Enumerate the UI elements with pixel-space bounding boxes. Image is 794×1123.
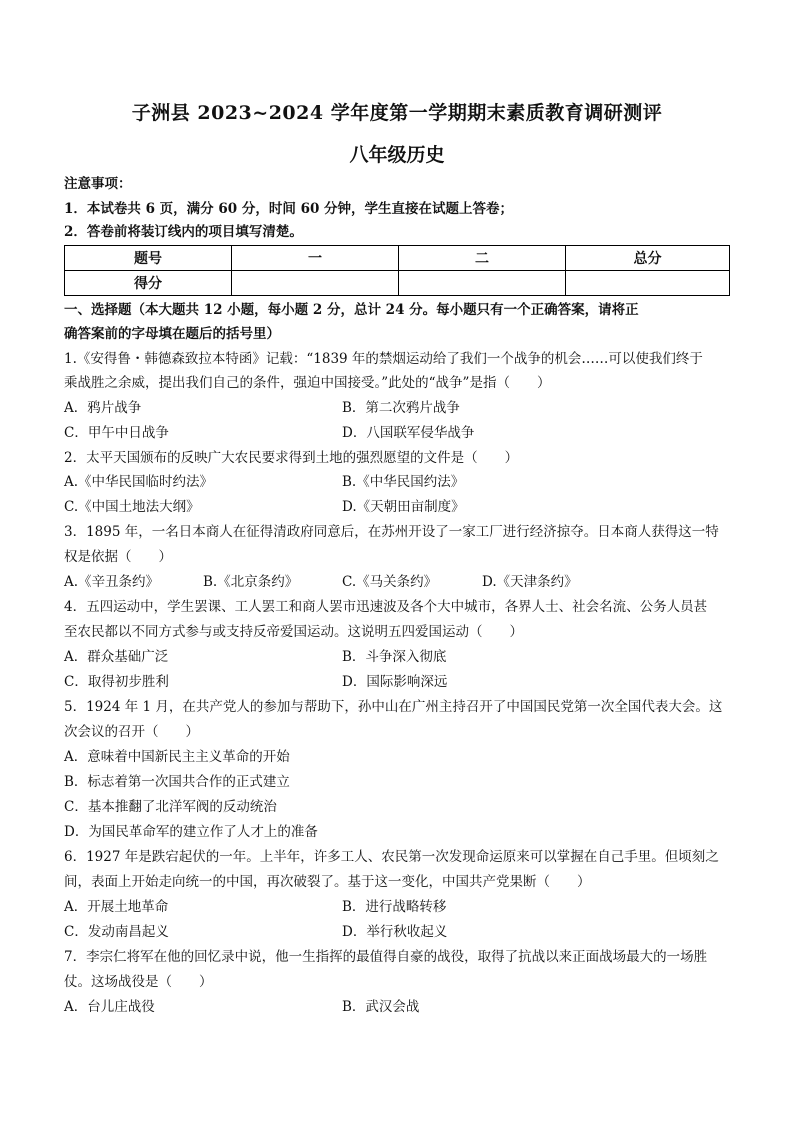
q4-option-c: C．取得初步胜利: [64, 674, 169, 690]
q3-stem-line2: 权是依据（ ）: [64, 549, 172, 565]
notice-item-2: 2．答卷前将装订线内的项目填写清楚。: [64, 224, 303, 240]
q5-option-b: B．标志着第一次国共合作的正式建立: [64, 774, 290, 790]
score-cell-part2[interactable]: [399, 271, 566, 296]
notice-item-1: 1．本试卷共 6 页，满分 60 分，时间 60 分钟，学生直接在试题上答卷；: [64, 201, 514, 217]
q7-stem-line2: 仗。这场战役是（ ）: [64, 974, 213, 990]
q1-option-d: D．八国联军侵华战争: [342, 425, 475, 441]
exam-subtitle: 八年级历史: [349, 144, 445, 166]
score-table-score-row: [65, 271, 730, 296]
q1-stem-line1: 1.《安得鲁・韩德森致拉本特函》记载：“1839 年的禁烟运动给了我们一个战争的机会……可以使我们终于: [64, 351, 703, 367]
q2-stem-line1: 2．太平天国颁布的反映广大农民要求得到土地的强烈愿望的文件是（ ）: [64, 450, 519, 466]
score-table: [64, 245, 730, 296]
q3-option-b: B.《北京条约》: [203, 574, 299, 590]
q2-option-a: A.《中华民国临时约法》: [64, 474, 214, 490]
q5-option-d: D．为国民革命军的建立作了人才上的准备: [64, 824, 318, 840]
q5-option-c: C．基本推翻了北洋军阀的反动统治: [64, 799, 277, 815]
q1-option-a: A．鸦片战争: [64, 400, 142, 416]
q6-stem-line2: 间，表面上开始走向统一的中国，再次破裂了。基于这一变化，中国共产党果断（ ）: [64, 874, 591, 890]
score-row-label: 得分: [65, 271, 232, 296]
score-table-header-row: [65, 246, 730, 271]
q7-option-a: A．台儿庄战役: [64, 999, 155, 1015]
q1-stem-line2: 乘战胜之余威，提出我们自己的条件，强迫中国接受。”此处的“战争”是指（ ）: [64, 375, 551, 391]
q3-option-a: A.《辛丑条约》: [64, 574, 160, 590]
score-cell-total[interactable]: [566, 271, 730, 296]
q1-option-b: B．第二次鸦片战争: [342, 400, 460, 416]
q7-option-b: B．武汉会战: [342, 999, 420, 1015]
q6-stem-line1: 6．1927 年是跌宕起伏的一年。上半年，许多工人、农民第一次发现命运原来可以掌握在自己手里。但顷刻之: [64, 849, 719, 865]
q3-stem-line1: 3．1895 年，一名日本商人在征得清政府同意后，在苏州开设了一家工厂进行经济掠夺。日本商人获得这一特: [64, 524, 719, 540]
score-header-total: 总分: [566, 246, 730, 271]
q6-option-c: C．发动南昌起义: [64, 924, 169, 940]
q1-option-c: C．甲午中日战争: [64, 425, 169, 441]
q4-option-d: D．国际影响深远: [342, 674, 448, 690]
q2-option-c: C.《中国土地法大纲》: [64, 499, 200, 515]
q5-stem-line1: 5．1924 年 1 月，在共产党人的参加与帮助下，孙中山在广州主持召开了中国国民党第一次全国代表大会。这: [64, 699, 723, 715]
q2-option-b: B.《中华民国约法》: [342, 474, 465, 490]
q3-option-c: C.《马关条约》: [342, 574, 438, 590]
notice-heading: 注意事项：: [64, 176, 132, 192]
q5-stem-line2: 次会议的召开（ ）: [64, 724, 199, 740]
score-header-number: 题号: [65, 246, 232, 271]
section1-heading-line2: 确答案前的字母填在题后的括号里）: [64, 326, 280, 342]
q5-option-a: A．意味着中国新民主主义革命的开始: [64, 749, 290, 765]
q4-option-a: A．群众基础广泛: [64, 649, 169, 665]
q2-option-d: D.《天朝田亩制度》: [342, 499, 465, 515]
score-header-part1: 一: [232, 246, 399, 271]
score-cell-part1[interactable]: [232, 271, 399, 296]
score-header-part2: 二: [399, 246, 566, 271]
q4-stem-line2: 至农民都以不同方式参与或支持反帝爱国运动。这说明五四爱国运动（ ）: [64, 624, 523, 640]
q7-stem-line1: 7．李宗仁将军在他的回忆录中说，他一生指挥的最值得自豪的战役，取得了抗战以来正面战场最大的一场胜: [64, 949, 708, 965]
section1-heading-line1: 一、选择题（本大题共 12 小题，每小题 2 分，总计 24 分。每小题只有一个正确答案，请将正: [64, 302, 639, 318]
exam-title: 子洲县 2023~2024 学年度第一学期期末素质教育调研测评: [131, 102, 663, 124]
q4-option-b: B．斗争深入彻底: [342, 649, 447, 665]
q3-option-d: D.《天津条约》: [482, 574, 578, 590]
q4-stem-line1: 4．五四运动中，学生罢课、工人罢工和商人罢市迅速波及各个大中城市，各界人士、社会名流、公务人员甚: [64, 599, 708, 615]
q6-option-a: A．开展土地革命: [64, 899, 169, 915]
q6-option-d: D．举行秋收起义: [342, 924, 448, 940]
q6-option-b: B．进行战略转移: [342, 899, 447, 915]
